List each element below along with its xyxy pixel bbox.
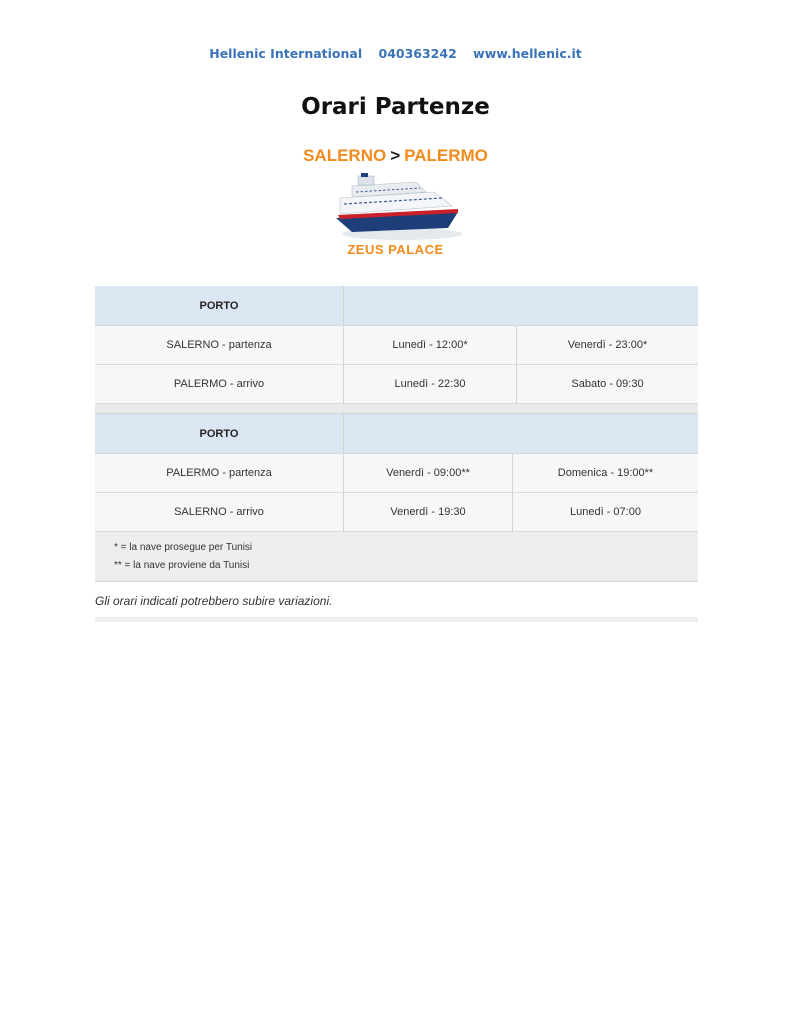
company-name: Hellenic International	[209, 46, 363, 61]
time-cell: Venerdì - 09:00**	[344, 454, 513, 492]
port-cell: SALERNO - arrivo	[95, 493, 344, 531]
route-heading	[0, 146, 791, 166]
port-column-header: PORTO	[95, 286, 344, 325]
header-spacer	[344, 414, 698, 453]
header-spacer	[344, 286, 698, 325]
time-cell: Sabato - 09:30	[571, 378, 644, 390]
port-cell: SALERNO - partenza	[95, 326, 344, 364]
route-to: PALERMO	[404, 146, 488, 165]
table-row	[95, 454, 698, 493]
time-cell: Lunedì - 22:30	[344, 365, 517, 403]
time-cell: Venerdì - 23:00*	[567, 339, 648, 351]
footnote: * = la nave prosegue per Tunisi	[114, 542, 253, 553]
route-from: SALERNO	[303, 146, 387, 165]
ferry-ship-image	[330, 168, 465, 248]
bottom-divider	[95, 617, 698, 622]
company-phone: 040363242	[378, 46, 457, 61]
time-cell: Venerdì - 19:30	[344, 493, 513, 531]
disclaimer: Gli orari indicati potrebbero subire variazioni.	[95, 594, 333, 608]
footnotes	[95, 532, 698, 582]
table-row	[95, 493, 698, 532]
port-cell: PALERMO - partenza	[95, 454, 344, 492]
document-header	[0, 46, 791, 61]
table-row	[95, 326, 698, 365]
page-title: Orari Partenze	[301, 94, 490, 120]
schedule-table	[95, 286, 698, 582]
time-cell: Lunedì - 07:00	[570, 506, 641, 518]
table-header-row	[95, 286, 698, 326]
table-header-row	[95, 414, 698, 454]
route-separator: >	[390, 146, 401, 165]
time-cell: Lunedì - 12:00*	[344, 326, 517, 364]
table-row	[95, 365, 698, 404]
company-website: www.hellenic.it	[473, 46, 582, 61]
port-cell: PALERMO - arrivo	[95, 365, 344, 403]
ship-name: ZEUS PALACE	[347, 242, 444, 257]
footnote: ** = la nave proviene da Tunisi	[114, 560, 250, 571]
section-divider	[95, 404, 698, 414]
port-column-header: PORTO	[95, 414, 344, 453]
time-cell: Domenica - 19:00**	[557, 467, 654, 479]
